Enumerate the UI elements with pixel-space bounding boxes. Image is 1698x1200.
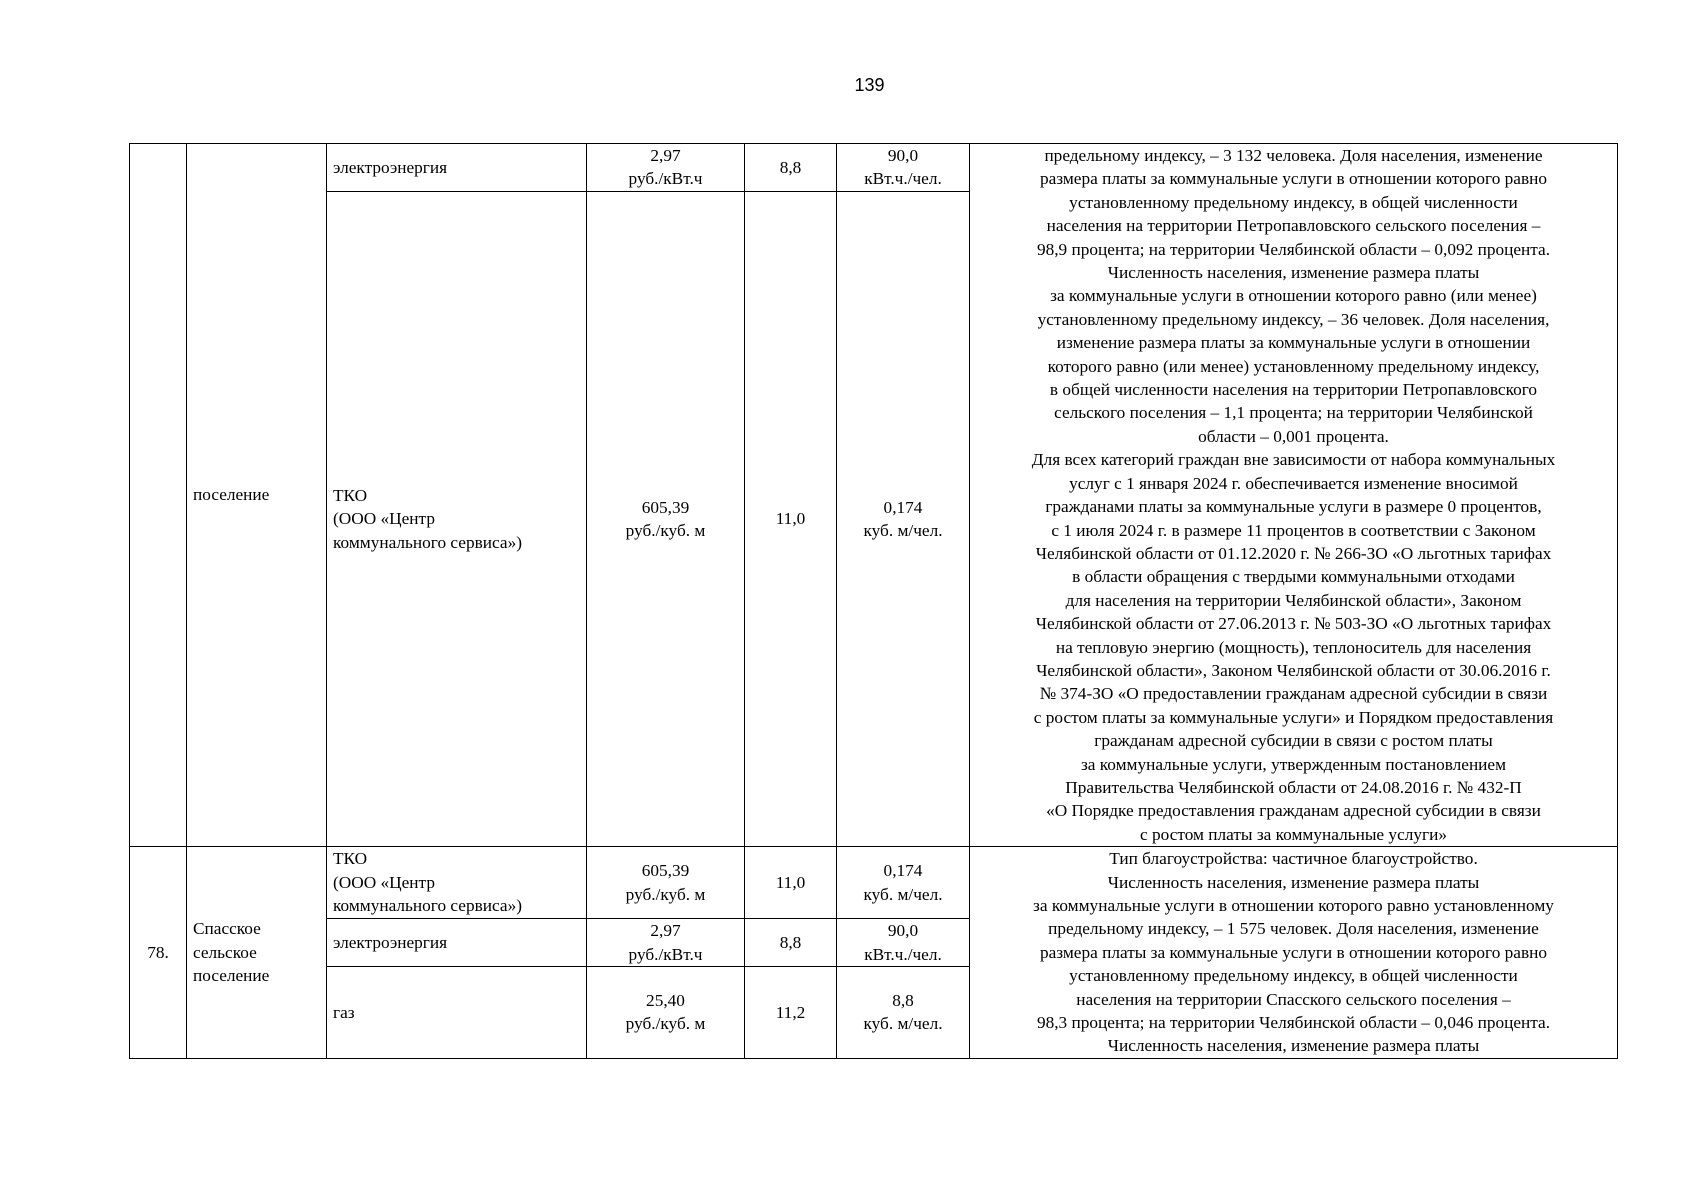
index-cell: 11,0 — [745, 191, 837, 846]
table-row — [130, 144, 1618, 192]
tariff-cell: 605,39 руб./куб. м — [587, 191, 745, 846]
settlement-cell: Спасское сельское поселение — [187, 847, 327, 1059]
norm-cell: 8,8 куб. м/чел. — [837, 967, 970, 1059]
index-cell: 11,0 — [745, 847, 837, 919]
tariff-table — [129, 143, 1618, 1059]
index-cell: 11,2 — [745, 967, 837, 1059]
row-number-cell: 78. — [130, 847, 187, 1059]
tariff-cell: 25,40 руб./куб. м — [587, 967, 745, 1059]
page-number: 139 — [854, 75, 885, 95]
service-name-cell: электроэнергия — [327, 918, 587, 966]
table-row — [130, 847, 1618, 919]
norm-cell: 90,0 кВт.ч./чел. — [837, 918, 970, 966]
index-cell: 8,8 — [745, 918, 837, 966]
index-cell: 8,8 — [745, 144, 837, 192]
note-cell: предельному индексу, – 3 132 человека. Доля населения, изменение размера платы за коммунальные услуги в отношении которого равно установленному предельному индексу, в общей численности населения на территории Петропавловского сельского поселения – 98,9 процента; на территории Челябинской области – 0,092 процента. Численность населения, изменение размера платы за коммунальные услуги в отношении которого равно (или менее) установленному предельному индексу, – 36 человек. Доля населения, изменение размера платы за коммунальные услуги в отношении которого равно (или менее) установленному предельному индексу, в общей численности населения на территории Петропавловского сельского поселения – 1,1 процента; на территории Челябинской области – 0,001 процента. Для всех категорий граждан вне зависимости от набора коммунальных услуг с 1 января 2024 г. обеспечивается изменение вносимой гражданами платы за коммунальные услуги в размере 0 процентов, с 1 июля 2024 г. в размере 11 процентов в соответствии с Законом Челябинской области от 01.12.2020 г. № 266-ЗО «О льготных тарифах в области обращения с твердыми коммунальными отходами для населения на территории Челябинской области», Законом Челябинской области от 27.06.2013 г. № 503-ЗО «О льготных тарифах на тепловую энергию (мощность), теплоноситель для населения Челябинской области», Законом Челябинской области от 30.06.2016 г. № 374-ЗО «О предоставлении гражданам адресной субсидии в связи с ростом платы за коммунальные услуги» и Порядком предоставления гражданам адресной субсидии в связи с ростом платы за коммунальные услуги, утвержденным постановлением Правительства Челябинской области от 24.08.2016 г. № 432-П «О Порядке предоставления гражданам адресной субсидии в связи с ростом платы за коммунальные услуги» — [970, 144, 1618, 847]
norm-cell: 0,174 куб. м/чел. — [837, 191, 970, 846]
norm-cell: 90,0 кВт.ч./чел. — [837, 144, 970, 192]
service-name-cell: ТКО (ООО «Центр коммунального сервиса») — [327, 847, 587, 919]
service-name-cell: ТКО (ООО «Центр коммунального сервиса») — [327, 191, 587, 846]
service-name-cell: электроэнергия — [327, 144, 587, 192]
note-cell: Тип благоустройства: частичное благоустройство. Численность населения, изменение размера платы за коммунальные услуги в отношении которого равно установленному предельному индексу, – 1 575 человек. Доля населения, изменение размера платы за коммунальные услуги в отношении которого равно установленному предельному индексу, в общей численности населения на территории Спасского сельского поселения – 98,3 процента; на территории Челябинской области – 0,046 процента. Численность населения, изменение размера платы — [970, 847, 1618, 1059]
settlement-cell: поселение — [187, 144, 327, 847]
service-name-cell: газ — [327, 967, 587, 1059]
tariff-cell: 2,97 руб./кВт.ч — [587, 144, 745, 192]
norm-cell: 0,174 куб. м/чел. — [837, 847, 970, 919]
tariff-cell: 2,97 руб./кВт.ч — [587, 918, 745, 966]
tariff-cell: 605,39 руб./куб. м — [587, 847, 745, 919]
row-number-cell — [130, 144, 187, 847]
